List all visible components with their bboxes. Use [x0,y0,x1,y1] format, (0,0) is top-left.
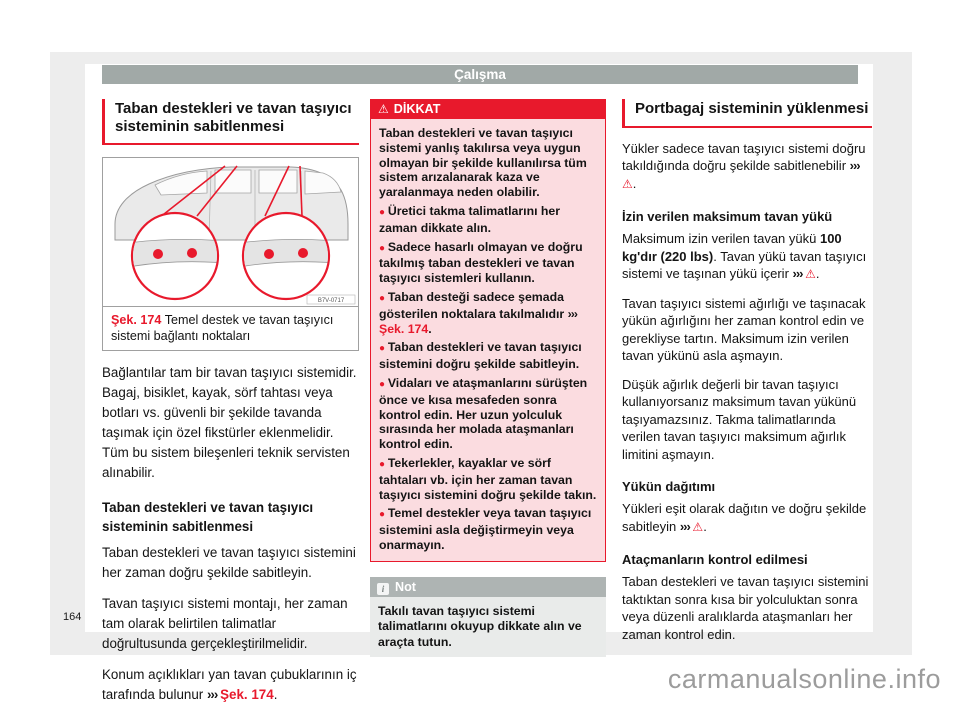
caution-body [370,119,606,562]
caution-bullet: ● Sadece hasarlı olmayan ve doğru takılmış taban destekleri ve tavan taşıyıcı sistemleri kullanın. [379,239,583,286]
paragraph [622,140,872,194]
note-body: Takılı tavan taşıyıcı sistemi talimatlarını okuyup dikkate alın ve araçta tutun. [370,597,606,658]
cross-ref-marker: ››› [206,687,221,702]
paragraph-text: . [703,518,707,534]
note-box [370,577,606,658]
warning-triangle-icon: ⚠ [378,102,389,116]
cross-ref-marker: ››› [849,158,860,173]
page-number: 164 [63,611,82,623]
section-heading-right: Portbagaj sisteminin yüklenmesi [622,99,872,128]
paragraph [622,500,872,536]
bullet-icon: ● [379,509,388,521]
max-load-value: 100 kg'dır (220 lbs) [622,231,842,264]
subheading: İzin verilen maksimum tavan yükü [622,209,833,224]
section-heading-left: Taban destekleri ve tavan taşıyıcı sisteminin sabitlenmesi [102,99,359,145]
paragraph-text: . [632,175,637,191]
bullet-icon: ● [379,206,388,218]
chapter-header: Çalışma [102,65,858,84]
paragraph: Bağlantılar tam bir tavan taşıyıcı sistemidir. Bagaj, bisiklet, kayak, sörf tahtası veya botları vs. güvenli bir şekilde tavanda taşımak için özel fikstürler eklenmelidir. Tüm bu sistem bileşenleri teknik servisten alınabilir. [102,365,357,480]
caution-bullet: ● Üretici takma talimatlarını her zaman dikkate alın. [379,203,561,235]
caution-header [370,99,606,119]
left-column [102,99,359,716]
figure-ref-link[interactable]: Şek. 174 [379,321,429,336]
paragraph-text: Yükleri eşit olarak dağıtın ve doğru şekilde sabitleyin [622,501,867,534]
figure-image [102,157,359,307]
figure-ref-label: Şek. 174 [111,313,162,327]
paragraph-text: Maksimum izin verilen tavan yükü [622,231,820,246]
subheading: Taban destekleri ve tavan taşıyıcı sisteminin sabitlenmesi [102,500,314,534]
figure-174 [102,157,359,351]
paragraph: Tavan taşıyıcı sistemi montajı, her zaman tam olarak belirtilen talimatlar doğrultusunda gerçekleştirilmelidir. [102,596,348,651]
paragraph-text: . [815,266,820,281]
caution-bullet: ● Taban desteği sadece şemada gösterilen noktalara takılmalıdır ››› Şek. 174. [379,289,577,336]
caution-title: DİKKAT [393,102,441,116]
caution-intro: Taban destekleri ve tavan taşıyıcı sistemi yanlış takılırsa veya uygun olmayan bir şekilde kullanılırsa tüm sistem arızalanarak kaza ve yaralanmaya neden olabilir. [379,126,587,200]
bullet-icon: ● [379,458,388,470]
note-header [370,577,606,597]
watermark: carmanualsonline.info [667,664,941,694]
paragraph: Taban destekleri ve tavan taşıyıcı sistemini her zaman doğru şekilde sabitleyin. [102,545,356,580]
paragraph [102,665,359,705]
figure-caption-text: Temel destek ve tavan taşıyıcı sistemi bağlantı noktaları [111,313,334,343]
paragraph-text: Konum açıklıkları yan tavan çubuklarının iç tarafında bulunur [102,667,357,702]
caution-list [379,204,598,553]
paragraph-text: . [273,687,278,702]
bullet-icon: ● [379,378,388,390]
middle-column [370,99,606,657]
bullet-icon: ● [379,343,388,355]
paragraph: Taban destekleri ve tavan taşıyıcı sistemini taktıktan sonra kısa bir yolculuktan sonra veya düzenli aralıklarda ataşmanları her zaman kontrol edin. [622,574,869,642]
caution-bullet: ● Tekerlekler, kayaklar ve sörf tahtaları vb. için her zaman tavan taşıyıcı sistemini doğru şekilde takın. [379,455,597,502]
figure-ref-link[interactable]: Şek. 174 [220,687,274,702]
cross-ref-marker: ››› [792,266,806,281]
caution-bullet: ● Taban destekleri ve tavan taşıyıcı sistemini doğru şekilde sabitleyin. [379,340,582,372]
cross-ref-marker: ››› [679,518,693,534]
warning-ref-icon[interactable]: ⚠ [692,519,704,534]
paragraph-text: . Tavan yükü tavan taşıyıcı sistemi ve taşınan yükü içerir [622,248,867,281]
bullet-icon: ● [379,292,388,304]
subheading: Ataçmanların kontrol edilmesi [622,552,808,567]
warning-ref-icon[interactable]: ⚠ [622,176,633,191]
note-title: Not [395,579,416,594]
caution-box [370,99,606,562]
paragraph: Düşük ağırlık değerli bir tavan taşıyıcı kullanıyorsanız maksimum tavan yükünü taşıyamazsınız. Takma talimatlarında verilen tavan taşıyıcı maksimum ağırlık limitini aşmayın. [622,376,857,462]
paragraph [622,230,872,284]
warning-ref-icon[interactable]: ⚠ [805,267,816,281]
bullet-icon: ● [379,242,388,254]
subheading: Yükün dağıtımı [622,479,716,494]
figure-caption [102,306,359,351]
paragraph: Tavan taşıyıcı sistemi ağırlığı ve taşınacak yükün ağırlığını her zaman kontrol edin ve gerekliyse tartın. Maksimum izin verilen tavan yükünü asla aşmayın. [622,295,866,363]
info-icon: i [377,583,389,595]
figure-code-label: B7V-0717 [317,298,345,304]
caution-bullet: ● Vidaları ve ataşmanlarını sürüşten önce ve kısa mesafeden sonra kontrol edin. Her uzun yolculuk sırasında her molada ataşmanları kontrol edin. [379,375,588,452]
cross-ref-marker: ››› [567,306,577,321]
paragraph-text: Yükler sadece tavan taşıyıcı sistemi doğru takıldığında doğru şekilde sabitlenebilir [622,140,866,173]
car-roof-diagram [103,158,358,306]
caution-bullet: ● Temel destekler veya tavan taşıyıcı sistemini asla değiştirmeyin veya onarmayın. [379,506,592,552]
right-column [622,99,872,654]
